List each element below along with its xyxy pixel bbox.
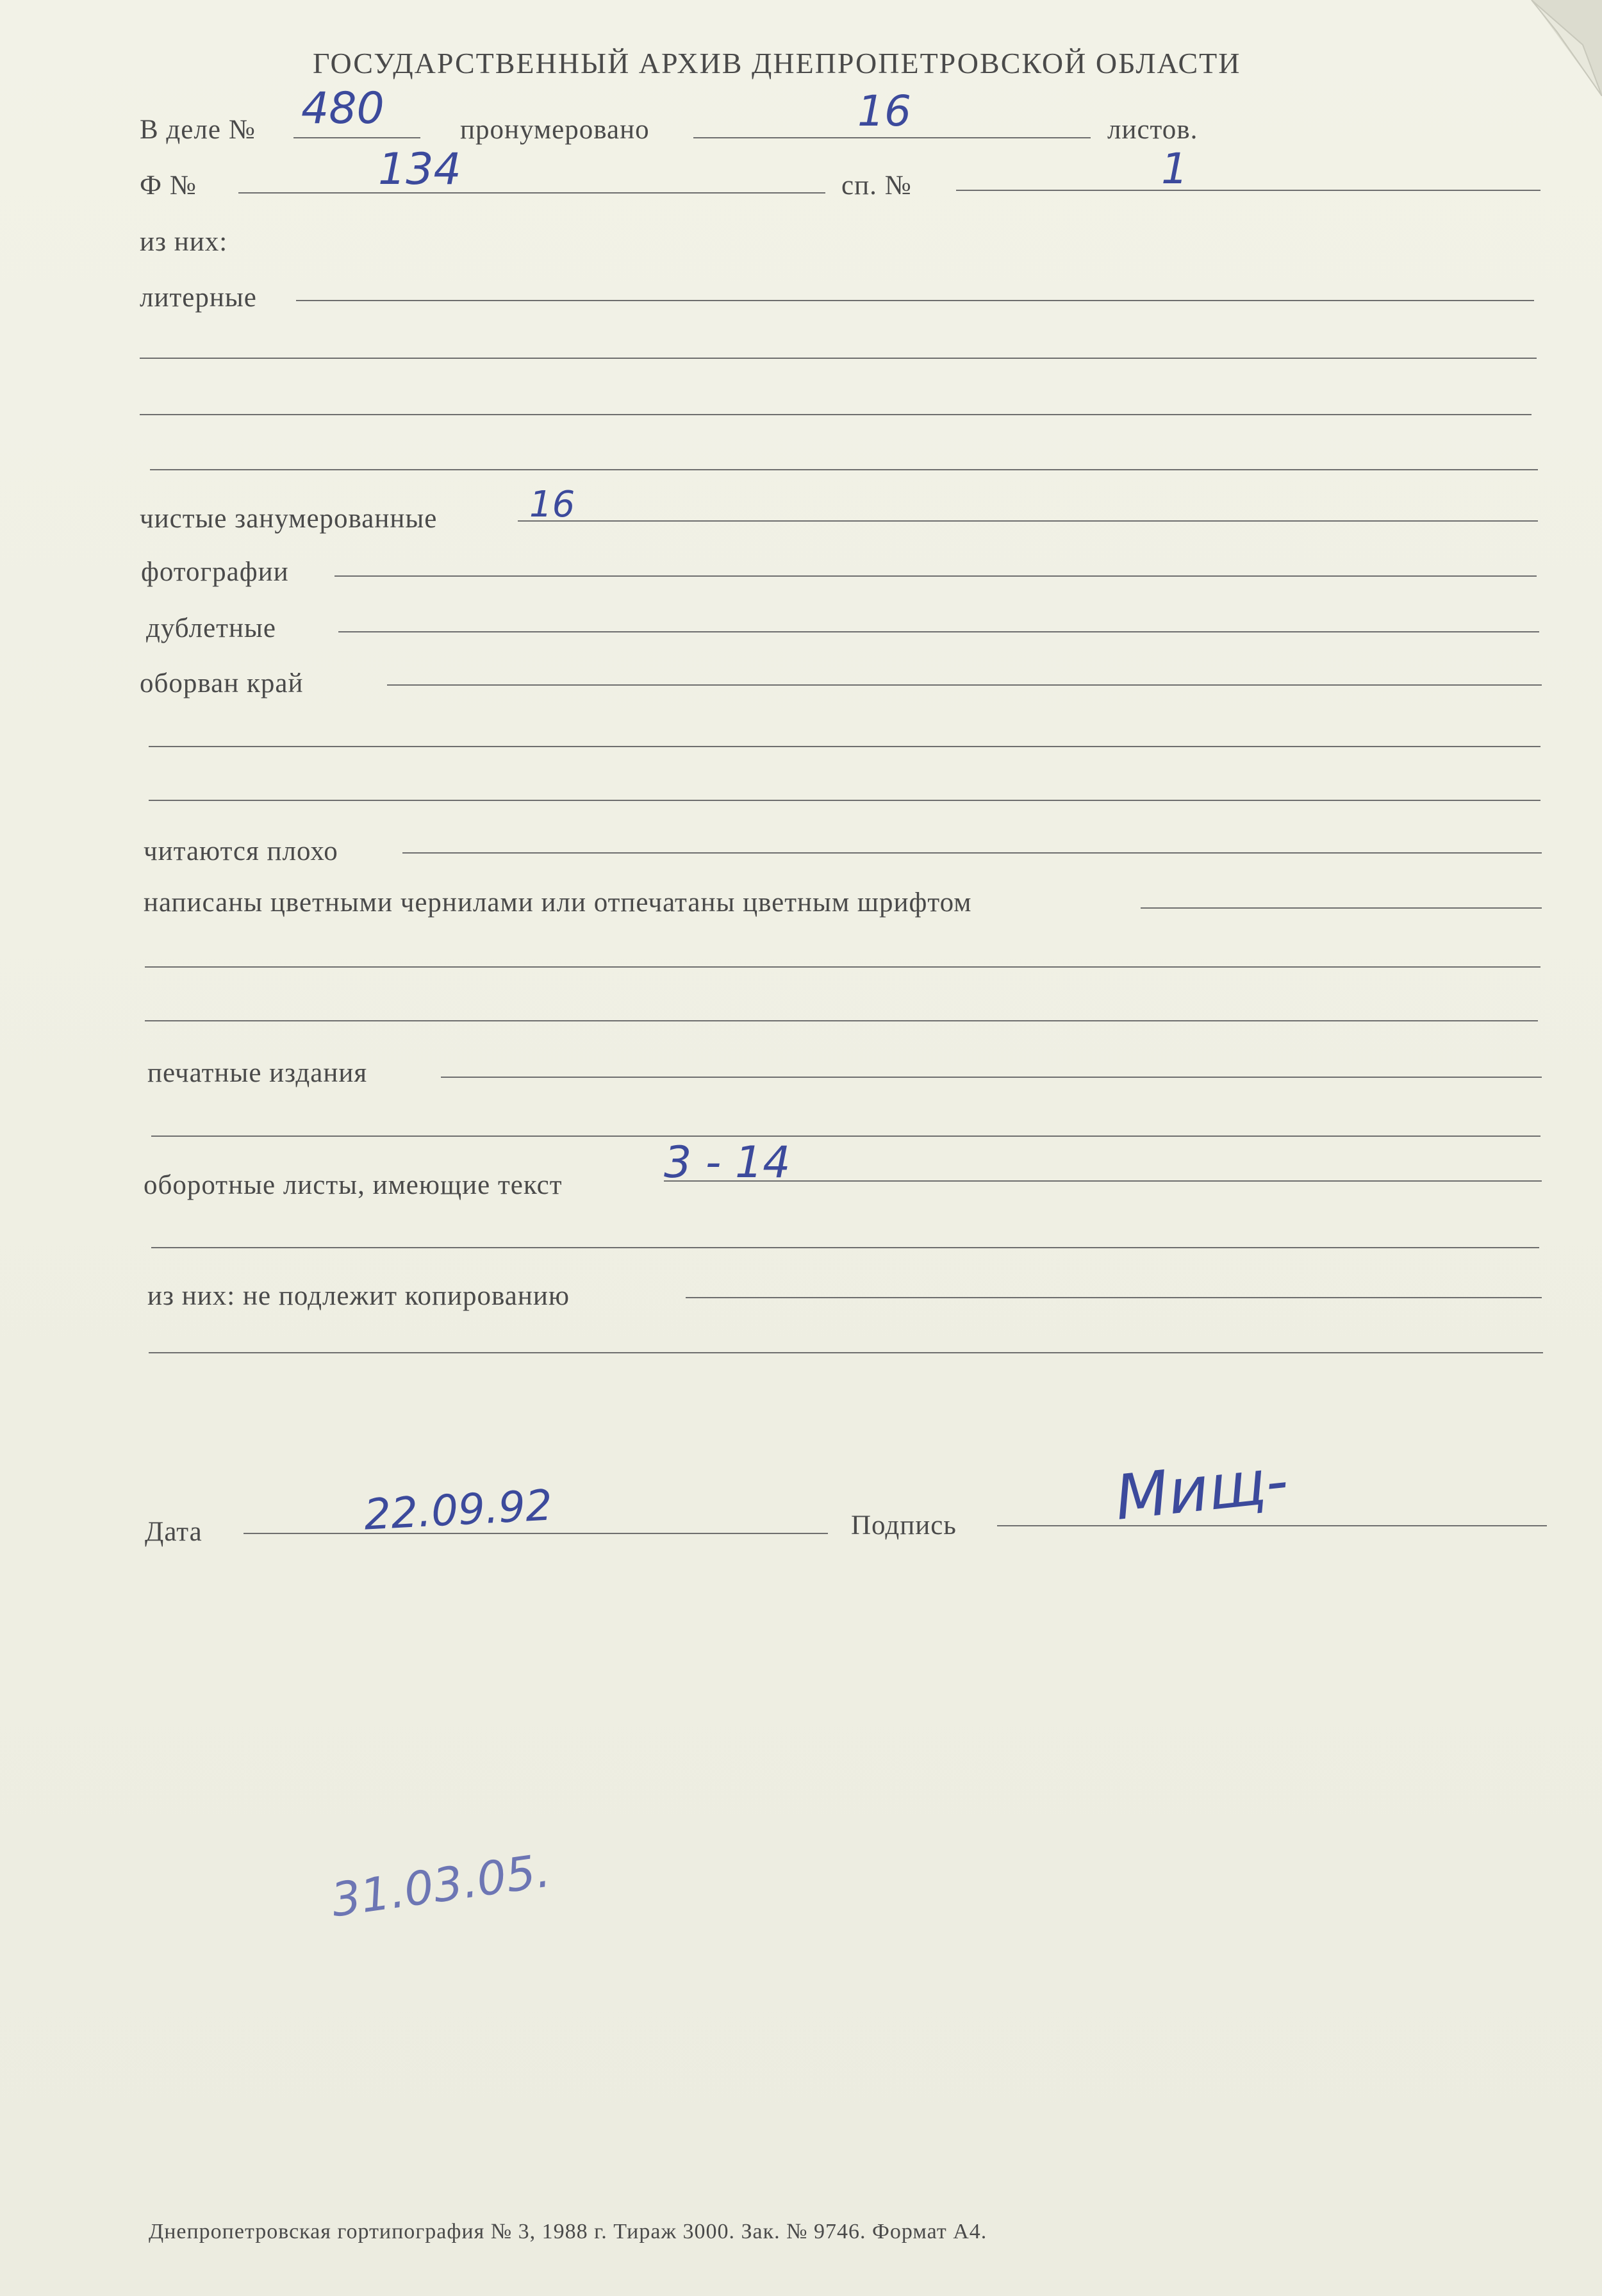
signature-line [997,1525,1547,1526]
sheets-label: листов. [1107,115,1198,145]
printed-editions-label: печатные издания [147,1058,368,1088]
photographs-label: фотографии [141,557,289,587]
list-number-label: сп. № [841,170,912,201]
not-copyable-label: из них: не подлежит копированию [147,1281,570,1311]
signature-value: Мищ- [1111,1444,1292,1534]
case-number-line [293,137,420,138]
printed-editions-line-2 [151,1136,1540,1137]
fond-line [238,192,825,194]
print-imprint-footer: Днепропетровская гортипография № 3, 1988 г. Тираж 3000. Зак. № 9746. Формат А4. [149,2220,987,2243]
date-label: Дата [145,1517,202,1547]
letter-sheets-label: литерные [140,283,257,313]
poorly-readable-line [402,852,1542,854]
letter-sheets-line [296,300,1534,301]
torn-edge-line [387,684,1542,686]
form-title: ГОСУДАРСТВЕННЫЙ АРХИВ ДНЕПРОПЕТРОВСКОЙ ОБЛАСТИ [313,47,1241,79]
of-them-label: из них: [140,227,228,257]
torn-edge-line-2 [149,746,1540,747]
numbered-label: пронумеровано [460,115,650,145]
reverse-sheets-line-2 [151,1247,1539,1248]
fond-label: Ф № [140,170,197,201]
list-number-value: 1 [1161,144,1188,194]
numbered-line [693,137,1091,138]
printed-editions-line [441,1077,1542,1078]
case-number-value: 480 [301,83,384,134]
folded-corner [1525,0,1602,96]
date-value: 22.09.92 [363,1480,554,1540]
numbered-value: 16 [857,87,911,136]
blank-numbered-line [518,520,1538,522]
torn-edge-line-3 [149,800,1540,801]
reverse-sheets-line [664,1180,1542,1182]
list-number-line [956,190,1540,191]
letter-sheets-line-2 [140,358,1537,359]
colored-ink-line-3 [145,1020,1538,1021]
date-line [244,1533,828,1534]
colored-ink-label: написаны цветными чернилами или отпечатаны цветным шрифтом [144,888,972,918]
fond-value: 134 [378,144,461,195]
colored-ink-line-2 [145,966,1540,968]
letter-sheets-line-3 [140,414,1532,415]
colored-ink-line [1141,907,1542,909]
not-copyable-line [686,1297,1542,1298]
letter-sheets-line-4 [150,469,1538,470]
poorly-readable-label: читаются плохо [144,836,338,866]
blank-numbered-label: чистые занумерованные [140,504,438,534]
reverse-sheets-label: оборотные листы, имеющие текст [144,1170,563,1200]
blank-numbered-value: 16 [529,484,575,525]
duplicate-line [338,631,1539,632]
not-copyable-line-2 [149,1352,1543,1353]
pencil-date: 31.03.05. [327,1843,554,1928]
signature-label: Подпись [851,1510,957,1540]
reverse-sheets-value: 3 - 14 [664,1137,791,1188]
case-number-label: В деле № [140,115,256,145]
duplicate-label: дублетные [146,613,276,643]
photographs-line [334,575,1537,577]
torn-edge-label: оборван край [140,668,304,698]
